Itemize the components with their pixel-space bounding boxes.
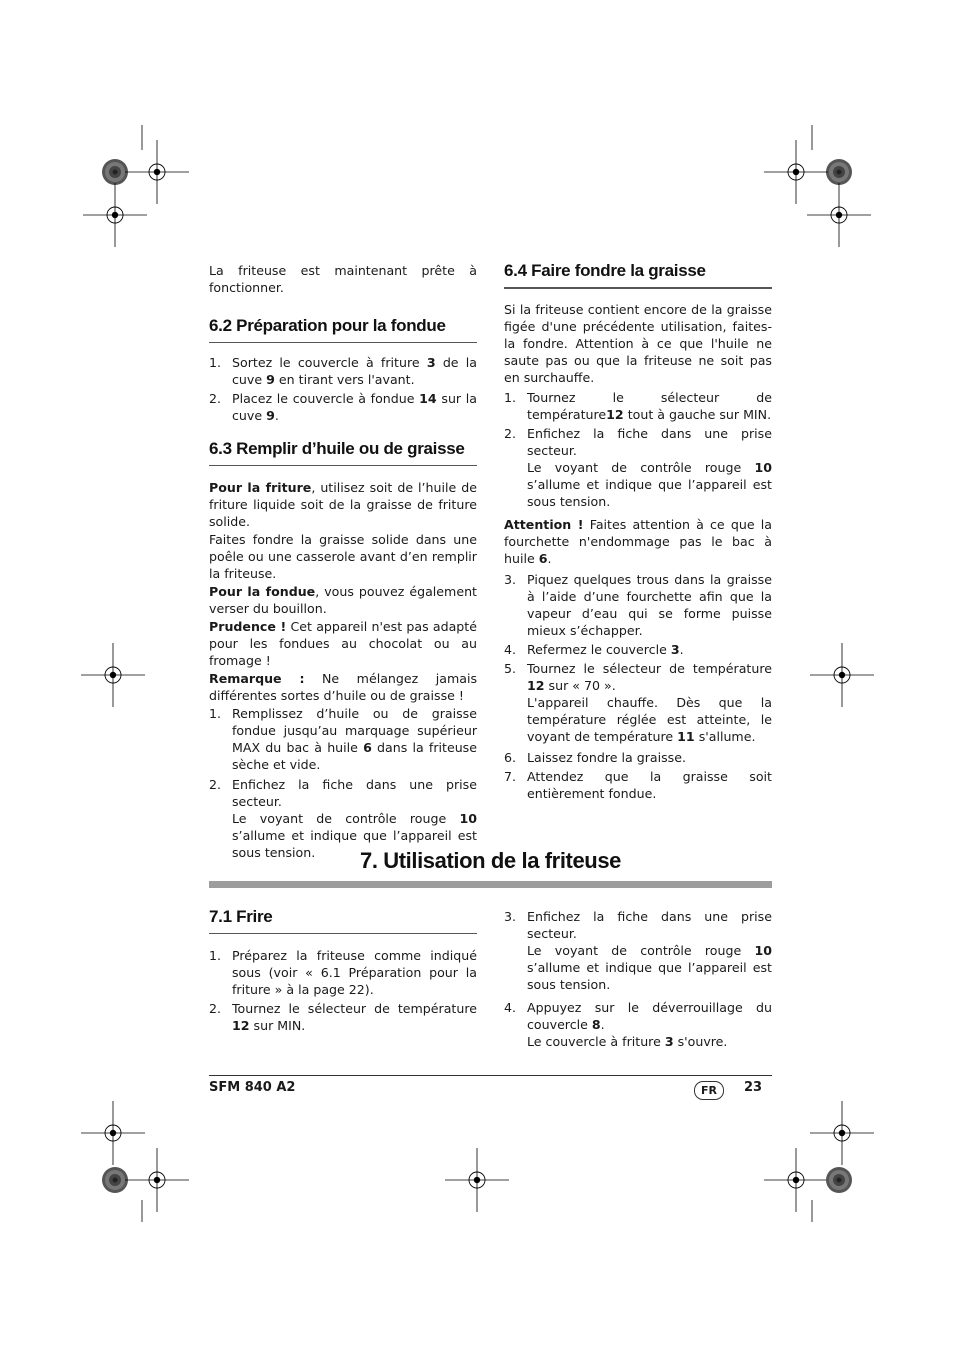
paragraph-remarque: Remarque : Ne mélangez jamais différentes sortes d’huile ou de graisse !	[209, 671, 477, 703]
section-7-1-list	[209, 947, 477, 1034]
list-subtext: L'appareil chauffe. Dès que la température réglée est atteinte, le voyant de température 11 s'allume.	[527, 694, 772, 744]
section-6-4-list-c	[504, 749, 772, 802]
section-7-heading: 7. Utilisation de la friteuse	[359, 848, 622, 873]
list-item: 3. Enfichez la fiche dans une prise secteur.	[504, 909, 772, 941]
section-6-4-list-b	[504, 571, 772, 694]
list-item: 4. Refermez le couvercle 3.	[504, 641, 684, 657]
section-6-3-list	[209, 705, 477, 810]
left-column-lower	[209, 908, 477, 1034]
list-item: 2. Enfichez la fiche dans une prise secteur.	[504, 425, 772, 458]
heading-rule	[504, 287, 772, 289]
section-7-1-list-cont2	[504, 999, 772, 1033]
list-item: 7. Attendez que la graisse soit entièrement fondue.	[504, 768, 772, 801]
right-column-lower	[504, 908, 772, 1050]
list-item: 6. Laissez fondre la graisse.	[504, 749, 686, 765]
paragraph-graisse: Faites fondre la graisse solide dans une poêle ou une casserole avant d’en remplir la friteuse.	[209, 532, 477, 581]
list-item: 5. Tournez le sélecteur de température 12 sur « 70 ».	[504, 660, 772, 693]
list-item: 2. Placez le couvercle à fondue 14 sur la cuve 9.	[209, 391, 477, 423]
list-subtext: Le voyant de contrôle rouge 10 s’allume et indique que l’appareil est sous tension.	[527, 459, 772, 509]
list-item: 1. Sortez le couvercle à friture 3 de la cuve 9 en tirant vers l'avant.	[209, 355, 478, 387]
list-item: 2. Enfichez la fiche dans une prise secteur.	[209, 777, 477, 809]
section-7-1-list-cont	[504, 908, 772, 942]
paragraph-attention: Attention ! Faites attention à ce que la fourchette n'endommage pas le bac à huile 6.	[504, 516, 772, 566]
list-item: 1. Tournez le sélecteur de température12 tout à gauche sur MIN.	[504, 389, 772, 422]
footer-rule	[209, 1075, 772, 1076]
section-7-1-heading: 7.1 Frire	[209, 908, 477, 934]
footer-model: SFM 840 A2	[209, 1080, 296, 1095]
section-6-3-heading: 6.3 Remplir d’huile ou de graisse	[209, 440, 477, 466]
right-column-upper	[504, 262, 772, 802]
section-6-2-heading: 6.2 Préparation pour la fondue	[209, 317, 477, 343]
language-badge: FR	[694, 1081, 724, 1100]
list-subtext: Le voyant de contrôle rouge 10 s’allume et indique que l’appareil est sous tension.	[232, 811, 477, 860]
intro-text: La friteuse est maintenant prête à fonctionner.	[209, 263, 477, 295]
list-item: 3. Piquez quelques trous dans la graisse à l’aide d’une fourchette afin que la vapeur d’eau qui se forme puisse mieux s’échapper.	[504, 571, 772, 638]
list-subtext: Le couvercle à friture 3 s'ouvre.	[527, 1034, 728, 1049]
section-6-4-heading: 6.4 Faire fondre la graisse	[504, 261, 706, 280]
paragraph-friture: Pour la friture, utilisez soit de l’huile de friture liquide soit de la graisse de friture solide.	[209, 480, 477, 529]
list-item: 4. Appuyez sur le déverrouillage du couvercle 8.	[504, 1000, 772, 1032]
paragraph-6-4-intro: Si la friteuse contient encore de la graisse figée d'une précédente utilisation, faites-la fondre. Attention à ce que l'huile ne saute pas ou que la friteuse ne soit pas en surchauffe.	[504, 301, 772, 385]
section-6-2-list	[209, 354, 477, 424]
section-7-bar	[209, 881, 772, 888]
left-column-upper	[209, 262, 477, 861]
list-item: 2. Tournez le sélecteur de température 12 sur MIN.	[209, 1001, 477, 1033]
list-item: 1. Remplissez d’huile ou de graisse fondue jusqu’au marquage supérieur MAX du bac à huile 6 dans la friteuse sèche et vide.	[209, 706, 477, 772]
paragraph-fondue: Pour la fondue, vous pouvez également verser du bouillon.	[209, 584, 477, 616]
section-6-4-list-a	[504, 389, 772, 459]
page-number: 23	[744, 1080, 763, 1095]
paragraph-prudence: Prudence ! Cet appareil n'est pas adapté pour les fondues au chocolat ou au fromage !	[209, 619, 477, 668]
list-item: 1. Préparez la friteuse comme indiqué sous (voir « 6.1 Préparation pour la friture » à la page 22).	[209, 948, 477, 997]
list-subtext: Le voyant de contrôle rouge 10 s’allume et indique que l’appareil est sous tension.	[527, 943, 772, 992]
